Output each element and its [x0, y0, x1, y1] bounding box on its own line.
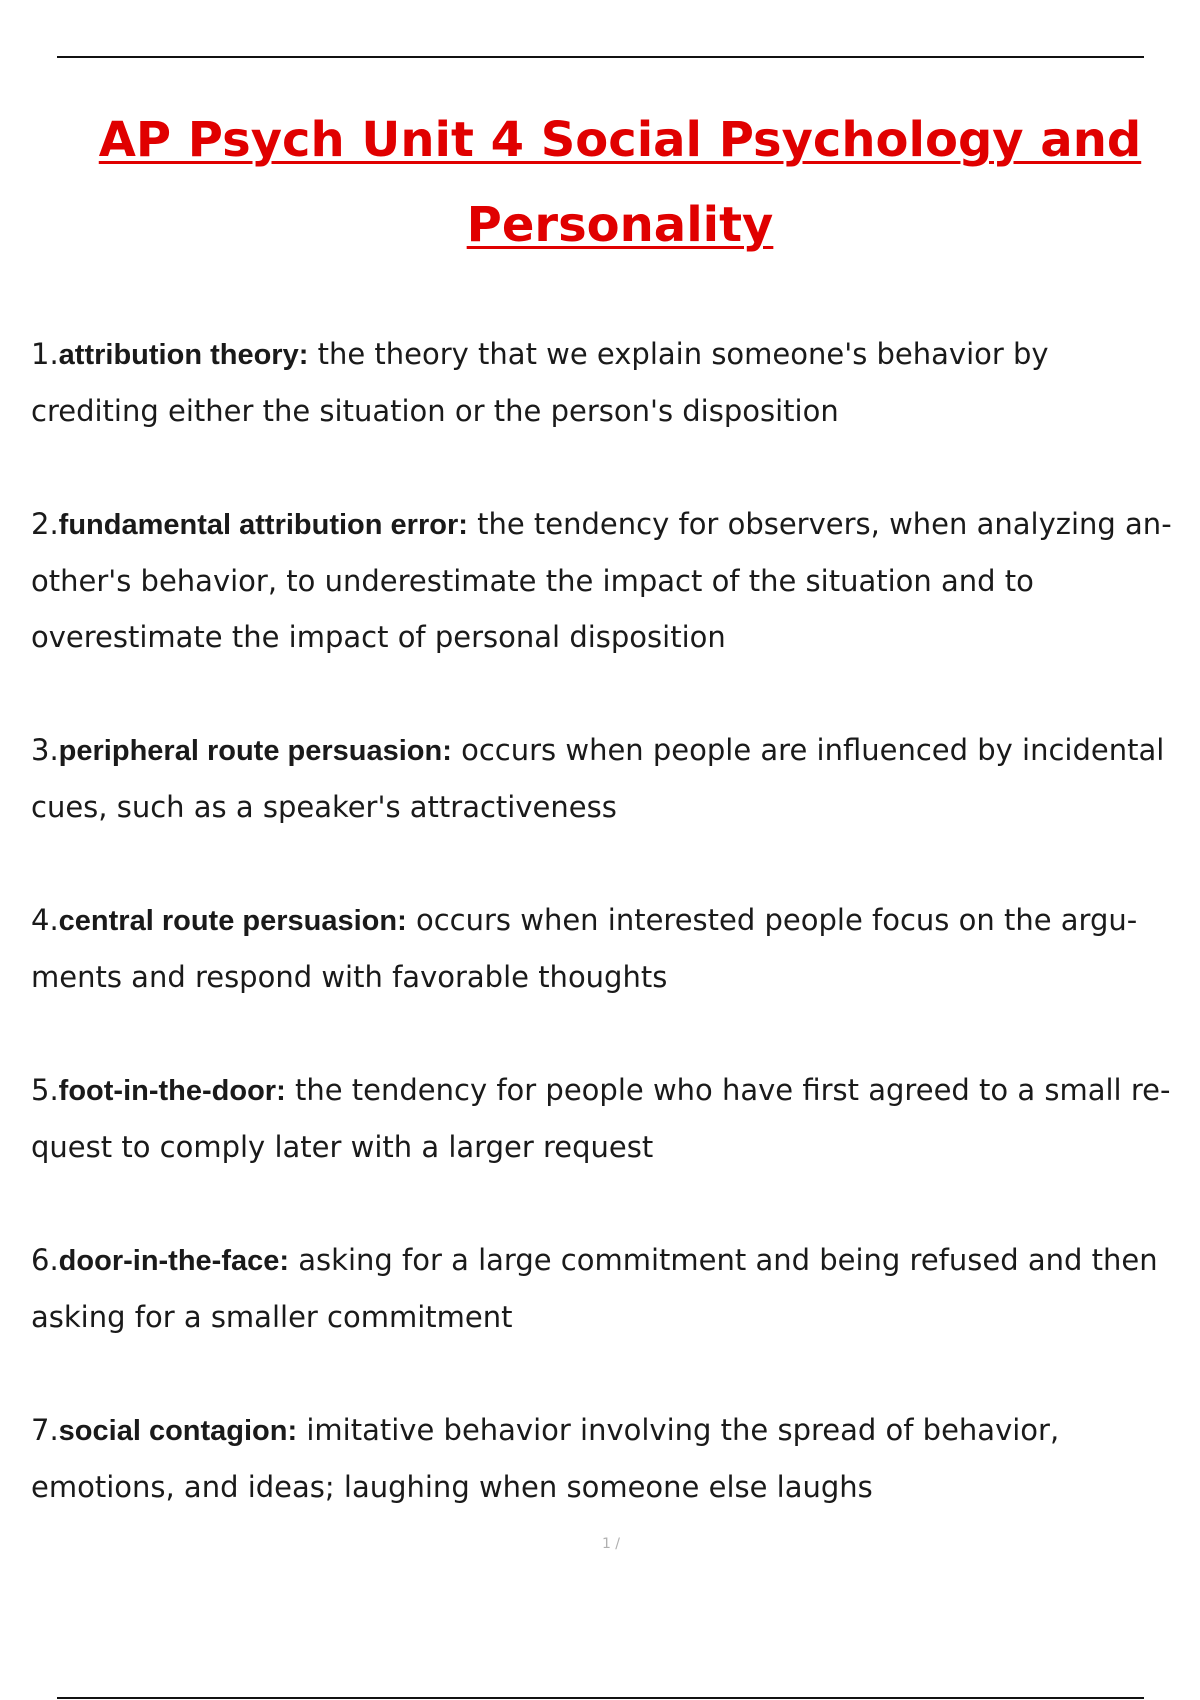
item-definition: the theory that we explain someone's behavior by crediting either the situation or the person's disposition: [31, 337, 1049, 428]
item-definition: the tendency for observers, when analyzing an- other's behavior, to underestimate the impact of the situation and to overestimate the impact of personal disposition: [31, 507, 1172, 654]
item-term: social contagion:: [58, 1415, 298, 1447]
item-definition: the tendency for people who have first agreed to a small re- quest to comply later with a larger request: [31, 1073, 1171, 1164]
item-term: foot-in-the-door:: [58, 1075, 286, 1107]
item-definition: occurs when interested people focus on the argu- ments and respond with favorable thoughts: [31, 903, 1138, 994]
list-item: [31, 722, 1181, 835]
item-number: 4.: [31, 903, 59, 937]
item-term: door-in-the-face:: [58, 1245, 290, 1277]
list-item: [31, 326, 1181, 439]
item-definition: asking for a large commitment and being refused and then asking for a smaller commitment: [31, 1243, 1158, 1334]
page-number: 1 /: [601, 1536, 621, 1552]
list-item: [31, 496, 1181, 665]
item-number: 2.: [31, 507, 59, 541]
item-number: 6.: [31, 1243, 59, 1277]
document-title: AP Psych Unit 4 Social Psychology and Personality: [98, 112, 1142, 253]
top-divider: [57, 56, 1144, 58]
item-definition: occurs when people are influenced by incidental cues, such as a speaker's attractiveness: [31, 733, 1165, 824]
item-number: 3.: [31, 733, 59, 767]
definition-list: [31, 326, 1181, 1515]
item-term: peripheral route persuasion:: [58, 735, 452, 767]
bottom-divider: [57, 1697, 1144, 1699]
item-number: 7.: [31, 1413, 59, 1447]
list-item: [31, 1402, 1181, 1515]
item-definition: imitative behavior involving the spread of behavior, emotions, and ideas; laughing when someone else laughs: [31, 1413, 1060, 1504]
item-term: attribution theory:: [58, 339, 309, 371]
item-number: 5.: [31, 1073, 59, 1107]
list-item: [31, 892, 1181, 1005]
item-term: central route persuasion:: [58, 905, 407, 937]
item-number: 1.: [31, 337, 59, 371]
list-item: [31, 1062, 1181, 1175]
item-term: fundamental attribution error:: [58, 509, 468, 541]
list-item: [31, 1232, 1181, 1345]
